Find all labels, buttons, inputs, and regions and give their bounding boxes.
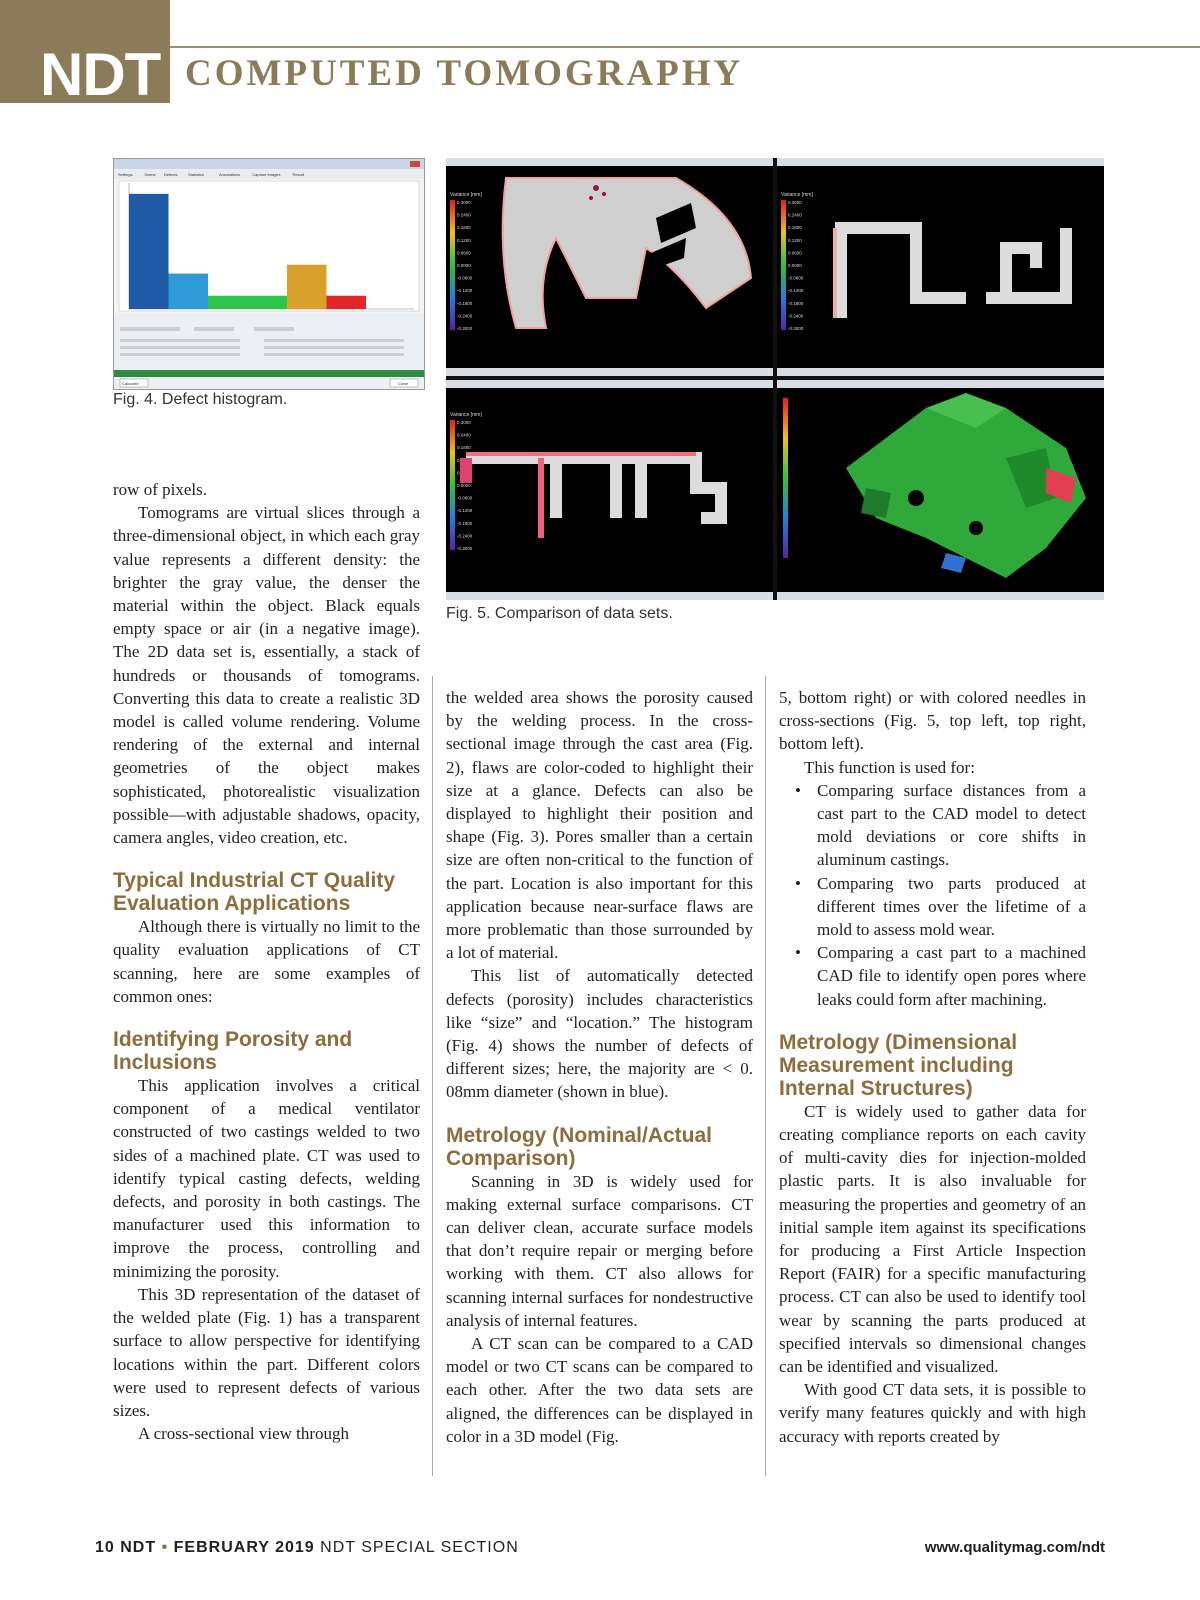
- bullet-icon: •: [795, 780, 801, 800]
- list-item: • Comparing a cast part to a machined CAD file to identify open pores where leaks could form after machining.: [795, 943, 1086, 1009]
- paragraph: This application involves a critical component of a medical ventilator constructed of two castings welded to two sides of a machined plate. CT was used to identify typical casting defects, welding defects, and porosity in both castings. The manufacturer used this information to improve the process, controlling and minimizing the porosity.: [113, 1076, 420, 1281]
- section-heading: Metrology (Dimensional Measurement including Internal Structures): [779, 1030, 1018, 1100]
- paragraph: the welded area shows the porosity caused by the welding process. In the cross-sectional image through the cast area (Fig. 2), flaws are color-coded to highlight their size at a glance. Defects can also be displayed to highlight their position and shape (Fig. 3). Pores smaller than a certain size are often non-critical to the function of the part. Location is also important for this application because near-surface flaws are more problematic than those surrounded by a lot of material.: [446, 688, 753, 963]
- legend-title: Variance [mm]: [450, 412, 482, 418]
- fig4-tab[interactable]: Defects: [163, 172, 178, 177]
- section-heading: Typical Industrial CT Quality Evaluation Applications: [113, 869, 395, 916]
- settings-panel: [114, 313, 424, 389]
- legend-value: 0.0000: [457, 483, 471, 488]
- bullet-icon: •: [795, 943, 801, 963]
- column-2: [446, 686, 753, 1448]
- legend-value: -0.1800: [457, 520, 473, 526]
- column-1: [113, 478, 420, 1445]
- legend-value: -0.3000: [788, 326, 804, 331]
- section-heading: Identifying Porosity and Inclusions: [113, 1028, 353, 1075]
- legend-value: 0.2400: [788, 212, 802, 218]
- legend-value: 0.0000: [788, 263, 802, 268]
- legend-value: 0.3000: [457, 420, 471, 425]
- histogram-window: [114, 159, 424, 389]
- footer-dot: •: [161, 1539, 169, 1556]
- footer-section: NDT SPECIAL SECTION: [320, 1539, 519, 1556]
- histogram-bar: [169, 274, 209, 309]
- column-3: [779, 686, 1086, 1448]
- legend-value: -0.0600: [457, 275, 473, 281]
- footer-folio: [95, 1538, 519, 1558]
- legend-value: 0.1200: [457, 457, 471, 463]
- list-item: • Comparing surface distances from a cast part to the CAD model to detect mold deviations or core shifts in aluminum castings.: [795, 780, 1086, 870]
- histogram-bar: [287, 265, 327, 309]
- legend-value: 0.0600: [457, 250, 471, 256]
- legend-value: -0.3000: [457, 326, 473, 331]
- paragraph: CT is widely used to gather data for creating compliance reports on each cavity of multi-cavity dies for injection-molded plastic parts. It is also invaluable for measuring the properties and geometry of an initial sample item against its specifications for producing a First Article Inspection Report (FAIR) for a specific manufacturing process. CT can also be used to identify tool wear by scanning the parts produced at specified intervals so dimensional changes can be identified and visualized.: [779, 1101, 1086, 1377]
- calculate-label: Calculate: [122, 381, 139, 386]
- footer-issue: FEBRUARY 2019: [173, 1539, 315, 1556]
- legend-value: 0.1200: [788, 237, 802, 243]
- section-heading: Metrology (Nominal/Actual Comparison): [446, 1123, 713, 1170]
- legend-value: 0.2400: [457, 212, 471, 218]
- histogram-bar: [129, 194, 169, 309]
- close-label: Close: [398, 381, 409, 386]
- paragraph: Tomograms are virtual slices through a three-dimensional object, in which each gray value represents a different density: the brighter the gray value, the denser the material within the object. Black equals empty space or air (in a negative image). The 2D data set is, essentially, a stack of hundreds or thousands of tomograms. Converting this data to create a realistic 3D model is called volume rendering. Volume rendering of the external and internal geometries of the object makes sophisticated, photorealistic visualization possible—with adjustable shadows, opacity, camera angles, video creation, etc.: [113, 503, 420, 848]
- legend-value: -0.0600: [788, 275, 804, 281]
- paragraph: This 3D representation of the dataset of the welded plate (Fig. 1) has a transparent surface to allow perspective for identifying locations within the part. Different colors were used to represent defects of various sizes.: [113, 1284, 420, 1420]
- legend-value: 0.1800: [457, 445, 471, 451]
- legend-value: 0.3000: [788, 200, 802, 205]
- legend-value: -0.1200: [457, 508, 473, 514]
- paragraph: A cross-sectional view through: [138, 1424, 350, 1444]
- figure-4-caption: Fig. 4. Defect histogram.: [113, 391, 288, 408]
- footer-brand: NDT: [120, 1539, 157, 1556]
- legend-value: 0.0000: [457, 263, 471, 268]
- panel-top-right: [777, 158, 1104, 376]
- legend-value: 0.0600: [457, 470, 471, 476]
- legend-title: Variance [mm]: [450, 192, 482, 198]
- bullet-icon: •: [795, 873, 801, 893]
- fig4-tab[interactable]: Annotations: [219, 172, 241, 177]
- close-icon: [410, 161, 420, 167]
- legend-value: 0.1800: [788, 225, 802, 231]
- legend-value: 0.0600: [788, 250, 802, 256]
- column-rule: [765, 676, 766, 1476]
- paragraph: A CT scan can be compared to a CAD model or two CT scans can be compared to each other. After the two data sets are aligned, the differences can be displayed in color in a 3D model (Fig.: [446, 1334, 753, 1446]
- paragraph: 5, bottom right) or with colored needles in cross-sections (Fig. 5, top left, top right, bottom left).: [779, 688, 1086, 754]
- histogram-bar: [248, 296, 288, 309]
- legend-value: -0.1200: [457, 288, 473, 294]
- legend-value: -0.1200: [788, 288, 804, 294]
- legend-value: -0.1800: [457, 300, 473, 306]
- figure-5-comparison: [446, 158, 1104, 600]
- histogram-bar: [208, 296, 248, 309]
- fig4-tab[interactable]: Scene: [144, 172, 156, 177]
- fig4-tab[interactable]: Statistics: [188, 172, 205, 177]
- legend-value: 0.1800: [457, 225, 471, 231]
- legend-value: -0.2400: [457, 313, 473, 319]
- legend-value: -0.0600: [457, 495, 473, 501]
- legend-value: -0.1800: [788, 300, 804, 306]
- footer-url[interactable]: www.qualitymag.com/ndt: [924, 1539, 1105, 1556]
- status-bar: [114, 370, 424, 377]
- legend-value: -0.2400: [788, 313, 804, 319]
- legend-value: 0.3000: [457, 200, 471, 205]
- page-number: 10: [95, 1539, 115, 1556]
- paragraph: row of pixels.: [113, 480, 207, 499]
- bullet-list: [779, 779, 1086, 1011]
- header-brand: NDT: [40, 41, 161, 108]
- header-rule: [170, 46, 1200, 48]
- legend-value: 0.2400: [457, 432, 471, 438]
- header-title: COMPUTED TOMOGRAPHY: [185, 53, 744, 94]
- legend-value: -0.2400: [457, 533, 473, 539]
- column-rule: [432, 676, 433, 1476]
- legend-title: Variance [mm]: [781, 192, 813, 198]
- list-item: • Comparing two parts produced at different times over the lifetime of a mold to assess mold wear.: [795, 873, 1086, 940]
- fig4-tab[interactable]: Capture images: [252, 172, 281, 177]
- paragraph: With good CT data sets, it is possible to verify many features quickly and with high accuracy with reports created by: [779, 1380, 1086, 1446]
- window-titlebar: [114, 159, 424, 169]
- fig4-tab[interactable]: Settings: [118, 172, 133, 177]
- paragraph: Although there is virtually no limit to the quality evaluation applications of CT scanning, here are some examples of common ones:: [113, 917, 420, 1006]
- paragraph: Scanning in 3D is widely used for making external surface comparisons. CT can deliver clean, accurate surface models that don’t require repair or merging before working with them. CT also allows for scanning internal surfaces for nondestructive analysis of internal features.: [446, 1171, 753, 1330]
- paragraph: This function is used for:: [804, 757, 975, 777]
- paragraph: This list of automatically detected defects (porosity) includes characteristics like “size” and “location.” The histogram (Fig. 4) shows the number of defects of different sizes; here, the majority are < 0. 08mm diameter (shown in blue).: [446, 966, 753, 1102]
- legend-value: 0.1200: [457, 237, 471, 243]
- figure-4-histogram: [113, 158, 425, 390]
- legend-value: -0.3000: [457, 546, 473, 551]
- figure-5-caption: Fig. 5. Comparison of data sets.: [446, 605, 673, 622]
- fig4-tab[interactable]: Result: [292, 172, 304, 177]
- histogram-bar: [327, 296, 367, 309]
